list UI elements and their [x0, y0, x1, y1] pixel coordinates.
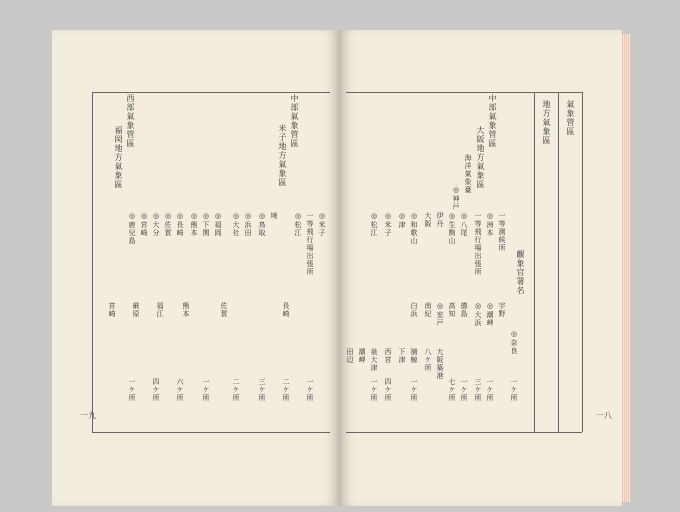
- place-entry: 下津: [398, 348, 406, 364]
- office-entry: ◎米子: [384, 212, 392, 237]
- office-entry: ◎八尾: [460, 212, 468, 237]
- right-rule: [582, 92, 583, 432]
- office-entry: 大阪: [424, 212, 432, 228]
- header-local: 地方氣象區: [542, 100, 551, 145]
- place-entry: 佐賀: [220, 302, 228, 318]
- office-entry: ◎大分: [152, 212, 160, 237]
- count-entry: 七ケ所: [448, 378, 456, 402]
- place-entry: 大阪築港: [436, 348, 444, 380]
- office-entry: 德島: [460, 302, 468, 318]
- office-entry: 境: [270, 212, 278, 220]
- office-entry: ◎鳥取: [258, 212, 266, 237]
- right-page: [340, 30, 622, 506]
- count-entry: 三ケ所: [474, 378, 482, 402]
- count-entry: 一ケ所: [128, 378, 136, 402]
- office-entry: ◎室戸: [436, 302, 444, 327]
- office-entry: ◎宮崎: [140, 212, 148, 237]
- region-label: 福岡地方氣象區: [114, 126, 123, 189]
- count-entry: 四ケ所: [152, 378, 160, 402]
- count-entry: 一ケ所: [370, 378, 378, 402]
- office-entry: 一等飛行場出張所: [474, 212, 482, 276]
- page-number: 一九: [80, 411, 96, 420]
- count-entry: 一ケ所: [306, 378, 314, 402]
- office-entry: ◎和歌山: [410, 212, 418, 245]
- office-entry: 南紀: [424, 302, 432, 318]
- left-rule: [92, 92, 93, 432]
- office-entry: ◎下関: [202, 212, 210, 237]
- place-entry: 八ケ所: [424, 348, 432, 372]
- column-rule: [558, 92, 559, 432]
- count-entry: 四ケ所: [384, 378, 392, 402]
- office-entry: ◎熊本: [190, 212, 198, 237]
- office-entry: 一等飛行場出張所: [306, 212, 314, 276]
- office-entry: ◎津: [398, 212, 406, 229]
- place-entry: 泉大津: [370, 348, 378, 372]
- place-entry: 西宮: [384, 348, 392, 364]
- left-page: [52, 30, 340, 506]
- place-entry: 熊本: [182, 302, 190, 318]
- count-entry: 一ケ所: [486, 378, 494, 402]
- count-entry: 三ケ所: [258, 378, 266, 402]
- top-rule: [346, 92, 582, 93]
- office-entry: ◎長崎: [176, 212, 184, 237]
- page-edges: [622, 34, 630, 502]
- office-entry: ◎奈良: [510, 330, 518, 355]
- top-rule: [92, 92, 330, 93]
- office-entry: ◎鹿兒島: [128, 212, 136, 245]
- place-entry: 長崎: [282, 302, 290, 318]
- office-entry: ◎松江: [370, 212, 378, 237]
- office-entry: 宇野: [498, 302, 506, 318]
- region-label: 米子地方氣象區: [278, 124, 287, 187]
- header-district: 氣象管區: [566, 100, 575, 136]
- office-entry: ◎福岡: [214, 212, 222, 237]
- column-rule: [534, 92, 535, 432]
- place-entry: 福江: [156, 302, 164, 318]
- office-entry: ◎佐賀: [164, 212, 172, 237]
- office-entry: 伊丹: [436, 212, 444, 228]
- place-entry: 捕鯨: [410, 348, 418, 364]
- place-entry: 宮崎: [108, 302, 116, 318]
- office-entry: ◎潮岬: [486, 302, 494, 327]
- bottom-rule: [346, 432, 582, 433]
- office-entry: ◎大社: [232, 212, 240, 237]
- open-book: [52, 30, 630, 506]
- office-entry: 一等測候所: [498, 212, 506, 252]
- count-entry: 一ケ所: [410, 378, 418, 402]
- sub-office: 海洋氣象臺: [464, 154, 472, 194]
- place-entry: 厳原: [132, 302, 140, 318]
- office-entry: 白浜: [410, 302, 418, 318]
- place-entry: 潮岬: [358, 348, 366, 364]
- place-entry: 田辺: [346, 348, 354, 364]
- office-entry: ◎洲本: [486, 212, 494, 237]
- sub-office-place: ◎神戸: [452, 186, 460, 211]
- region-label: 大阪地方氣象區: [476, 126, 485, 189]
- bottom-rule: [92, 432, 330, 433]
- count-entry: 二ケ所: [282, 378, 290, 402]
- count-entry: 二ケ所: [232, 378, 240, 402]
- header-office: 觀象官署名: [516, 250, 525, 295]
- district-label: 中部氣象管區: [488, 94, 497, 148]
- count-entry: 六ケ所: [176, 378, 184, 402]
- district-label: 中部氣象管區: [290, 94, 299, 148]
- office-entry: ◎松江: [294, 212, 302, 237]
- page-number: 一八: [596, 411, 612, 420]
- office-entry: ◎米子: [318, 212, 326, 237]
- office-entry: 高知: [448, 302, 456, 318]
- count-entry: 一ケ所: [510, 378, 518, 402]
- office-entry: ◎生駒山: [448, 212, 456, 245]
- office-entry: ◎大浜: [474, 302, 482, 327]
- office-entry: ◎浜田: [244, 212, 252, 237]
- district-label: 西部氣象管區: [126, 94, 135, 148]
- count-entry: 一ケ所: [202, 378, 210, 402]
- count-entry: 一ケ所: [460, 378, 468, 402]
